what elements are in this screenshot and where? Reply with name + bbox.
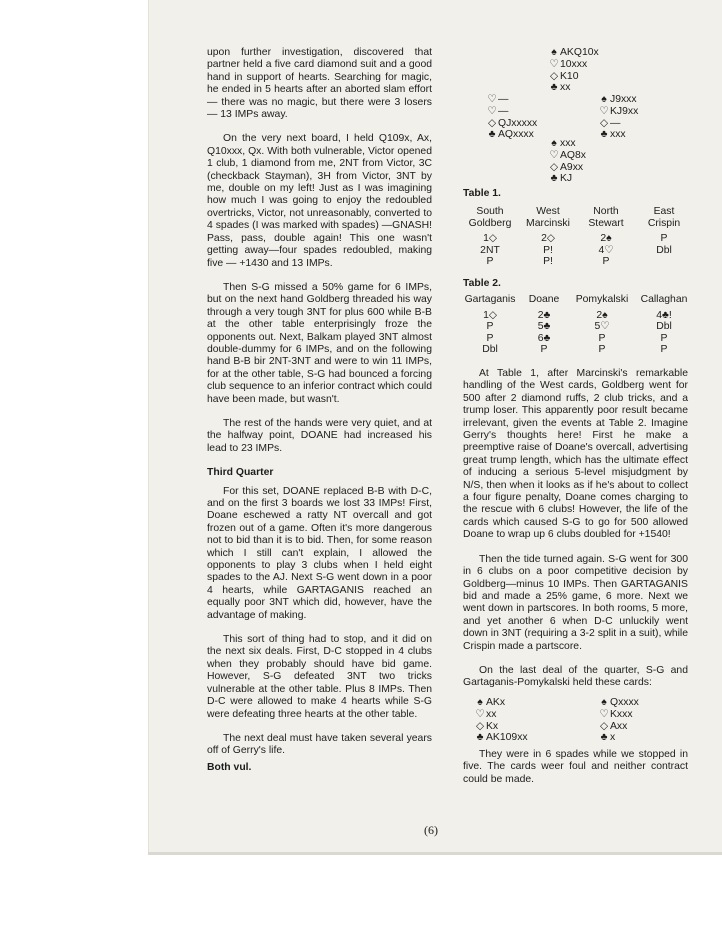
bid: P [598, 332, 606, 344]
club-icon: ♣ [600, 732, 608, 744]
diamond-icon: ◇ [550, 161, 558, 173]
bid [635, 256, 693, 268]
bid: 4♣! [656, 309, 672, 321]
bid: 1◇ [483, 309, 497, 321]
bid: 6♣ [537, 332, 551, 344]
bid: 2NT [480, 244, 500, 256]
table2-bidding [461, 294, 693, 356]
bid: 5♡ [594, 321, 610, 333]
holding: K10 [560, 70, 579, 82]
heart-icon: ♡ [599, 708, 609, 720]
holding: KJ [560, 173, 573, 185]
bid-row [461, 233, 693, 245]
holding: A9xx [560, 161, 584, 173]
bid: P [540, 344, 548, 356]
paragraph: They were in 6 spades while we stopped in five. The cards weer foul and neither contract could be made. [463, 749, 688, 785]
bid: 2♠ [596, 309, 608, 321]
holding: xx [486, 708, 497, 720]
right-column [463, 368, 688, 696]
east-hand [598, 94, 638, 141]
holding: — [610, 117, 621, 129]
player-name: Crispin [647, 217, 681, 229]
heart-icon: ♡ [475, 708, 485, 720]
bid: P [660, 344, 668, 356]
player-header [519, 206, 577, 229]
spade-icon: ♠ [601, 697, 607, 708]
paragraph: Then the tide turned again. S-G went for 300 in 6 clubs on a poor competitive decision by Goldberg—minus 10 IMPs. Then GARTAGANIS bid and made a 25% game, 6 more. Next we went down in partscores. In both rooms, 5 more, and yet another 6 when D-C unluckily went down in 3NT (requiring a 3-2 split in a suit), while Crispin made a partscore. [463, 553, 688, 652]
bid: P [486, 321, 494, 333]
player-name: Stewart [588, 217, 624, 229]
spade-icon: ♠ [477, 697, 483, 708]
holding: Kx [486, 720, 499, 732]
holding: — [498, 94, 509, 105]
heart-icon: ♡ [487, 105, 497, 117]
paragraph: This sort of thing had to stop, and it did on the next six deals. First, D-C stopped in 4 clubs when they probably should have bid game. However, S-G defeated 3NT two tricks vulnerable at the other table. Plus 8 IMPs. Then D-C were allowed to make 4 hearts while S-G were defeating three hearts at the other table. [207, 634, 432, 720]
bid: P [598, 344, 606, 356]
bid: P [486, 332, 494, 344]
west-hand [486, 94, 537, 141]
player-name: Doane [528, 294, 560, 305]
bid: Dbl [656, 244, 672, 256]
seat: East [653, 206, 675, 217]
bid-row [461, 310, 693, 322]
seat: West [536, 206, 560, 217]
holding: xxx [610, 129, 626, 141]
left-column [207, 47, 432, 774]
holding: xxx [560, 138, 576, 149]
bid: 4♡ [598, 244, 614, 256]
heart-icon: ♡ [549, 149, 559, 161]
heart-icon: ♡ [549, 58, 559, 70]
bid-row [461, 256, 693, 268]
bid: P [660, 233, 668, 245]
paragraph: On the very next board, I held Q109x, Ax, Q10xxx, Qx. With both vulnerable, Victor opened 1 club, 1 diamond from me, 2NT from Victor, 3C (checkback Stayman), 3H from Victor, 3NT by me, double on my left! Just as I was imagining how much I was going to enjoy the redoubled overtricks, Victor, not unreasonably, converted to 4 spades (I was marked with spades) —GNASH! Pass, pass, double again! This one wasn't getting away—four spades redoubled, making five — +1430 and 13 IMPs. [207, 133, 432, 269]
diamond-icon: ◇ [600, 117, 608, 129]
bid: 5♣ [537, 321, 551, 333]
holding: J9xxx [610, 94, 637, 105]
table2-label: Table 2. [463, 278, 501, 289]
club-icon: ♣ [488, 129, 496, 141]
holding: xx [560, 82, 571, 94]
vulnerability-note: Both vul. [207, 761, 252, 773]
player-name: Goldberg [468, 217, 512, 229]
spade-icon: ♠ [551, 138, 557, 149]
paragraph: For this set, DOANE replaced B-B with D-C, and on the first 3 boards we lost 33 IMPs! First, Doane eschewed a ratty NT overcall and got frozen out of a game. Often it's more dangerous not to bid than it is to bid. Then, for some reason which I still can't explain, I allowed the opponents to play 3 clubs when I held eight spades to the AJ. Next S-G went down in a poor 4 hearts, while GARTAGANIS reached an equally poor 3NT which did, however, have the advantage of making. [207, 485, 432, 621]
club-icon: ♣ [550, 173, 558, 185]
bid-row [461, 333, 693, 345]
paragraph: Then S-G missed a 50% game for 6 IMPs, but on the next hand Goldberg threaded his way through a very tough 3NT for plus 600 while B-B at the other table enterprisingly froze the opponents out. Next, Balkam played 3NT almost double-dummy for 6 IMPs, and on the following hand B-B bir 2NT-3NT and were to win 11 IMPs, for at the other table, S-G had bounced a forcing club sequence to an inferior contract which could have been made, but wasn't. [207, 281, 432, 405]
right-column-end [463, 749, 688, 798]
holding: AKQ10x [560, 47, 599, 58]
bid: P [660, 332, 668, 344]
diamond-icon: ◇ [476, 720, 484, 732]
bid: P! [543, 256, 553, 268]
bid: 2♣ [537, 309, 551, 321]
bid: Dbl [656, 321, 672, 333]
holding: QJxxxxx [498, 117, 538, 129]
player-header [577, 206, 635, 229]
player-header [635, 206, 693, 229]
paragraph: The next deal must have taken several years off of Gerry's life. [207, 732, 432, 757]
holding: KJ9xx [610, 105, 639, 117]
section-heading: Third Quarter [207, 467, 274, 479]
paragraph: The rest of the hands were very quiet, and at the halfway point, DOANE had increased his lead to 23 IMPs. [207, 417, 432, 454]
holding: 10xxx [560, 58, 588, 70]
club-icon: ♣ [600, 129, 608, 141]
paragraph: upon further investigation, discovered that partner held a five card diamond suit and a good hand in support of hearts. Searching for magic, he ended in 5 hearts after an aborted slam effort — there was no magic, but there were 3 losers — 13 IMPs away. [207, 47, 432, 121]
player-name: Callaghan [640, 294, 688, 305]
paragraph: On the last deal of the quarter, S-G and Gartaganis-Pomykalski held these cards: [463, 664, 688, 689]
paragraph: At Table 1, after Marcinski's remarkable handling of the West cards, Goldberg went for 500 after 2 diamond ruffs, 2 club tricks, and a trump loser. This apparently poor result became irrelevant, given the events at Table 2. Imagine Gerry's thoughts here! First he make a preemptive raise of Doane's overcall, advertising great trump length, which has the ultimate effect of inducing a serious 5-level misjudgment by N/S, then when it looks as if he's about to collect a four figure penalty, Doane comes charging to the rescue with 6 clubs! However, the life of the cards which caused S-G to go for 500 allowed Doane to wrap up 6 clubs doubled for +1540! [463, 368, 688, 541]
holding: Axx [610, 720, 628, 732]
club-icon: ♣ [550, 82, 558, 94]
south-hand [548, 138, 586, 185]
player-name: Gartaganis [464, 294, 516, 305]
bid: P! [543, 244, 553, 256]
bid: 2◇ [541, 233, 555, 245]
bid-row [461, 321, 693, 333]
diamond-icon: ◇ [550, 70, 558, 82]
seat: North [593, 206, 619, 217]
spade-icon: ♠ [551, 47, 557, 58]
bid-row [461, 344, 693, 356]
page-number: (6) [424, 823, 438, 837]
bid-row [461, 245, 693, 257]
holding: AK109xx [486, 732, 528, 744]
table1-label: Table 1. [463, 188, 501, 199]
bid: 1◇ [483, 233, 497, 245]
bid: P [486, 256, 494, 268]
gartaganis-hand [474, 697, 528, 744]
holding: Kxxx [610, 708, 633, 720]
holding: AKx [486, 697, 506, 708]
player-name: Marcinski [526, 217, 570, 229]
holding: AQ8x [560, 149, 586, 161]
player-header [461, 206, 519, 229]
bid: Dbl [482, 344, 498, 356]
diamond-icon: ◇ [600, 720, 608, 732]
pomykalski-hand [598, 697, 639, 744]
spade-icon: ♠ [601, 94, 607, 105]
north-hand [548, 47, 599, 94]
seat: South [476, 206, 504, 217]
bid: P [602, 256, 610, 268]
holding: Qxxxx [610, 697, 639, 708]
table1-bidding [461, 206, 693, 268]
holding: — [498, 105, 509, 117]
club-icon: ♣ [476, 732, 484, 744]
bid: 2♠ [600, 233, 612, 245]
holding: x [610, 732, 616, 744]
diamond-icon: ◇ [488, 117, 496, 129]
player-name: Pomykalski [575, 294, 629, 305]
page-edge-shadow [148, 852, 722, 855]
heart-icon: ♡ [599, 105, 609, 117]
holding: AQxxxx [498, 129, 534, 141]
heart-icon: ♡ [487, 94, 497, 105]
